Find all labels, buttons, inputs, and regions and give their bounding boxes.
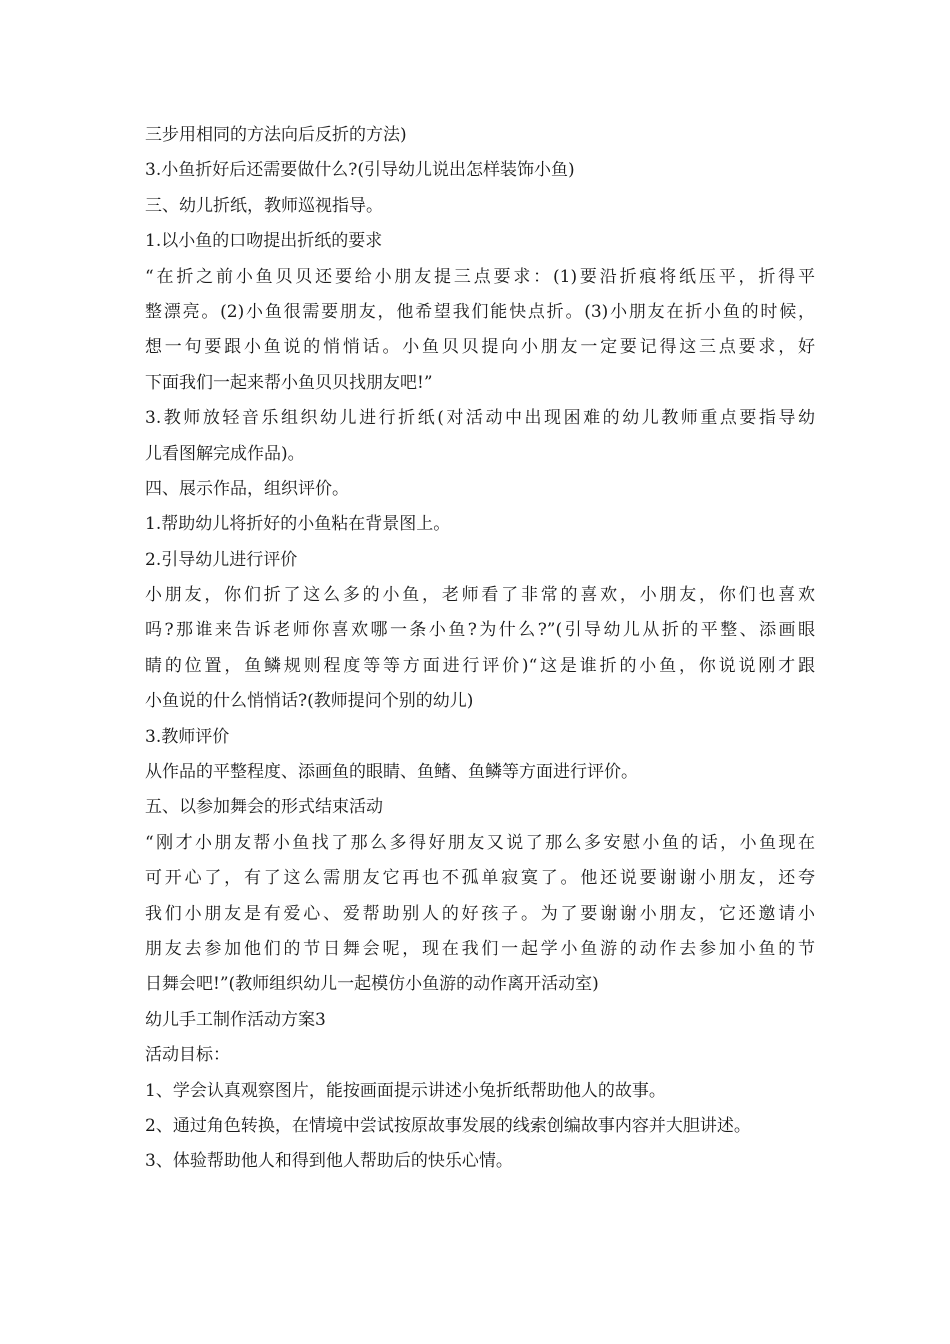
text-line: 1.帮助幼儿将折好的小鱼粘在背景图上。 (145, 514, 451, 535)
text-line: 我们小朋友是有爱心、爱帮助别人的好孩子。为了要谢谢小朋友，它还邀请小 (145, 903, 815, 924)
text-line: 1.以小鱼的口吻提出折纸的要求 (145, 231, 383, 252)
text-line: 小鱼说的什么悄悄话?(教师提问个别的幼儿) (145, 691, 474, 712)
text-line: 3.教师评价 (145, 726, 230, 747)
text-line: 2.引导幼儿进行评价 (145, 549, 298, 570)
section-heading: 五、以参加舞会的形式结束活动 (145, 797, 383, 818)
text-line: 儿看图解完成作品)。 (145, 443, 305, 464)
text-line: 可开心了，有了这么需朋友它再也不孤单寂寞了。他还说要谢谢小朋友，还夸 (145, 868, 815, 889)
text-line: 日舞会吧!”(教师组织幼儿一起模仿小鱼游的动作离开活动室) (145, 974, 599, 995)
document-title: 幼儿手工制作活动方案3 (145, 1009, 326, 1030)
text-line: 整漂亮。(2)小鱼很需要朋友，他希望我们能快点折。(3)小朋友在折小鱼的时候， (145, 301, 815, 322)
text-line: 小朋友，你们折了这么多的小鱼，老师看了非常的喜欢，小朋友，你们也喜欢 (145, 585, 815, 606)
section-heading: 四、展示作品，组织评价。 (145, 478, 349, 499)
text-line: 3.教师放轻音乐组织幼儿进行折纸(对活动中出现困难的幼儿教师重点要指导幼 (145, 408, 815, 429)
list-item: 2、通过角色转换，在情境中尝试按原故事发展的线索创编故事内容并大胆讲述。 (145, 1115, 751, 1136)
list-item: 3、体验帮助他人和得到他人帮助后的快乐心情。 (145, 1151, 513, 1172)
list-item: 1、学会认真观察图片，能按画面提示讲述小兔折纸帮助他人的故事。 (145, 1080, 666, 1101)
text-line: 想一句要跟小鱼说的悄悄话。小鱼贝贝提向小朋友一定要记得这三点要求，好 (145, 337, 815, 358)
text-line: 三步用相同的方法向后反折的方法) (145, 125, 407, 145)
section-heading: 三、幼儿折纸，教师巡视指导。 (145, 195, 383, 216)
text-line: “在折之前小鱼贝贝还要给小朋友提三点要求：(1)要沿折痕将纸压平，折得平 (145, 266, 815, 287)
text-line: 睛的位置，鱼鳞规则程度等等方面进行评价)“这是谁折的小鱼，你说说刚才跟 (145, 655, 815, 676)
text-line: “刚才小朋友帮小鱼找了那么多得好朋友又说了那么多安慰小鱼的话，小鱼现在 (145, 832, 815, 853)
text-line: 下面我们一起来帮小鱼贝贝找朋友吧!” (145, 372, 433, 393)
document-body (145, 118, 815, 1180)
text-line: 从作品的平整程度、添画鱼的眼睛、鱼鳍、鱼鳞等方面进行评价。 (145, 762, 638, 783)
text-line: 朋友去参加他们的节日舞会呢，现在我们一起学小鱼游的动作去参加小鱼的节 (145, 938, 815, 959)
subsection-heading: 活动目标： (145, 1045, 230, 1066)
text-line: 吗?那谁来告诉老师你喜欢哪一条小鱼?为什么?”(引导幼儿从折的平整、添画眼 (145, 620, 815, 641)
text-line: 3.小鱼折好后还需要做什么?(引导幼儿说出怎样装饰小鱼) (145, 160, 575, 181)
